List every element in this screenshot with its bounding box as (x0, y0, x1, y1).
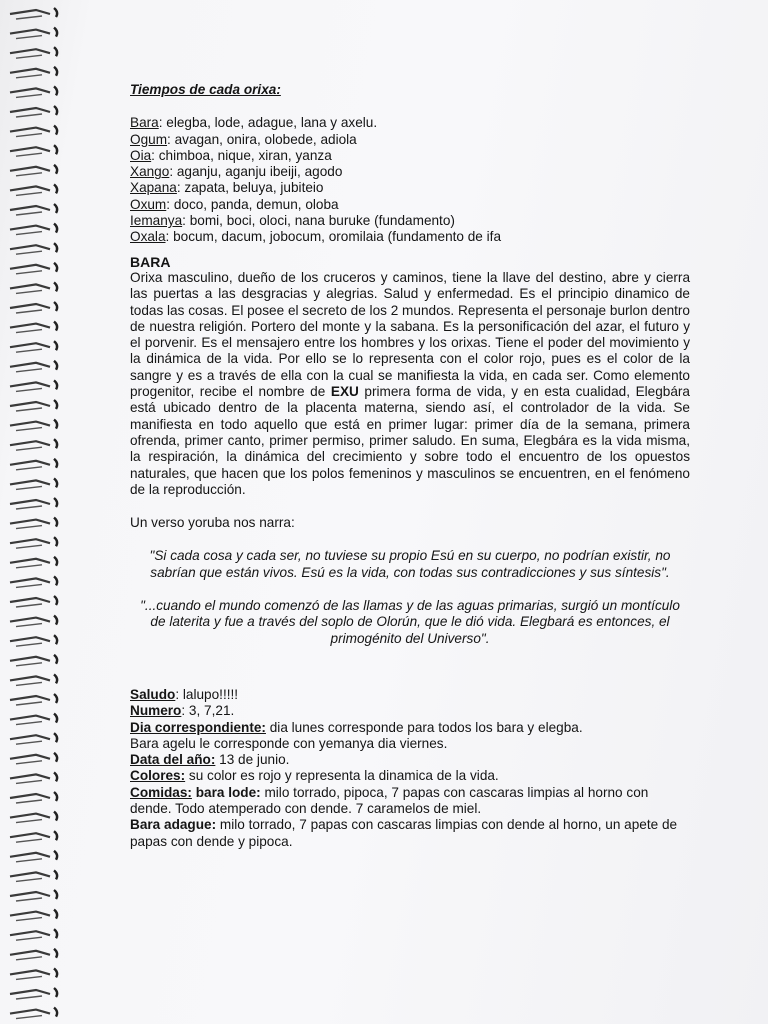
orixa-tiempos: : elegba, lode, adague, lana y axelu. (158, 115, 378, 131)
info-value: : lalupo!!!!! (175, 686, 239, 702)
spiral-coil (10, 86, 57, 97)
spiral-coil (10, 282, 57, 293)
info-label: Bara adague: (130, 817, 217, 833)
orixa-row-xango (130, 164, 690, 180)
spiral-coil (10, 126, 57, 137)
info-label: Comidas: (130, 784, 192, 800)
orixa-list (130, 115, 690, 245)
spiral-coil (10, 439, 57, 450)
spiral-coil (10, 263, 57, 274)
spiral-coil (10, 596, 57, 607)
spiral-binding (6, 0, 68, 1024)
orixa-tiempos: : zapata, beluya, jubiteio (176, 180, 324, 196)
info-value: milo torrado, 7 papas con cascaras limpias con dende al horno, un apete de papas con dende y pipoca. (130, 817, 678, 849)
spiral-coil (10, 714, 57, 725)
spiral-coil (10, 655, 57, 666)
info-value: : 3, 7,21. (181, 703, 235, 719)
spiral-coil (10, 988, 57, 999)
spiral-coil (10, 184, 57, 195)
spiral-coil (10, 498, 57, 509)
page-content (130, 82, 690, 850)
orixa-name: Ogum (130, 131, 168, 147)
orixa-name: Iemanya (130, 213, 183, 229)
spiral-coil (10, 518, 57, 529)
info-label: Numero (130, 703, 182, 719)
spiral-coil (10, 1008, 57, 1019)
orixa-name: Oxala (130, 229, 166, 245)
spiral-coil (10, 243, 57, 254)
spiral-coil (10, 322, 57, 333)
spiral-coil (10, 576, 57, 587)
info-value: dia lunes corresponde para todos los bara y elegba. (265, 719, 583, 735)
orixa-tiempos: : bocum, dacum, jobocum, oromilaia (fundamento de ifa (165, 229, 501, 245)
info-value: milo torrado, pipoca, 7 papas con cascaras limpias al horno con dende. Todo atemperado con dende. 7 caramelos de miel. (130, 784, 649, 816)
info-bara-adague (130, 817, 690, 850)
orixa-row-oia (130, 148, 690, 164)
spiral-coil (10, 204, 57, 215)
orixa-row-xapana (130, 180, 690, 196)
orixa-row-oxum (130, 197, 690, 213)
spiral-coil (10, 910, 57, 921)
spiral-coil (10, 753, 57, 764)
spiral-coil (10, 459, 57, 470)
info-data (130, 752, 690, 768)
info-colores (130, 768, 690, 784)
spiral-coil (10, 47, 57, 58)
spiral-coil (10, 851, 57, 862)
spiral-coil (10, 772, 57, 783)
spiral-coil (10, 67, 57, 78)
orixa-tiempos: : bomi, boci, oloci, nana buruke (fundamento) (182, 213, 455, 229)
orixa-name: Xapana (130, 180, 177, 196)
spiral-coil (10, 968, 57, 979)
info-numero (130, 703, 690, 719)
yoruba-verse-quote-2: "...cuando el mundo comenzó de las llamas y de las aguas primarias, surgió un montículo de laterita y fue a través del soplo de Olorún, que le dió vida. Elegbará es entonces, el primogénito del Universo". (140, 598, 680, 646)
info-label: Colores: (130, 768, 186, 784)
yoruba-verse-quote-1: "Si cada cosa y cada ser, no tuviese su propio Esú en su cuerpo, no podrían existir, no sabrían que están vivos. Esú es la vida, con todas sus contradicciones y sus síntesis". (149, 548, 671, 580)
spiral-coil (10, 635, 57, 646)
info-comidas (130, 785, 690, 818)
section-title-bara: BARA (130, 253, 171, 270)
spiral-coil (10, 733, 57, 744)
bara-text-part-2: primera forma de vida, y en esta cualidad, Elegbára está ubicado dentro de la placenta materna, siendo así, el controlador de la vida. Se manifiesta en todo aquello que está en primer lugar: primer día de la semana, primera ofrenda, primer canto, primer permiso, primer saludo. En suma, Elegbára es la vida misma, la respiración, la dinámica del crecimiento y sobre todo el encuentro de los opuestos naturales, que hacen que los polos femeninos y masculinos se encuentren, en el fenómeno de la reproducción. (130, 384, 690, 497)
bara-text-part-1: Orixa masculino, dueño de los cruceros y caminos, tiene la llave del destino, abre y cierra las puertas a las desgracias y alegrias. Salud y enfermedad. Es el principio dinamico de todas las cosas. El posee el secreto de los 2 mundos. Representa el personaje burlon dentro de nuestra religión. Portero del monte y la sabana. Es la personificación del azar, el futuro y el porvenir. Es el mensajero entre los hombres y los orixas. Tiene el poder del movimiento y la dinámica de la vida. Por ello se lo representa con el color rojo, pues es el color de la sangre y es a través de ella con la cual se manifiesta la vida, en cada ser. Como elemento progenitor, recibe el nombre de (130, 269, 690, 400)
spiral-coil (10, 792, 57, 803)
spiral-coil (10, 694, 57, 705)
spiral-coil (10, 537, 57, 548)
info-dia (130, 720, 690, 736)
info-value: su color es rojo y representa la dinamica de la vida. (185, 768, 499, 784)
spiral-coil (10, 380, 57, 391)
spiral-coil (10, 106, 57, 117)
spiral-coil (10, 812, 57, 823)
orixa-name: Oia (130, 147, 152, 163)
orixa-name: Oxum (130, 196, 167, 212)
page-heading: Tiempos de cada orixa: (130, 82, 281, 97)
orixa-row-iemanya (130, 213, 690, 229)
orixa-row-oxala (130, 229, 690, 245)
info-saludo (130, 687, 690, 703)
spiral-coil (10, 616, 57, 627)
exu-term: EXU (330, 384, 359, 400)
spiral-coil (10, 557, 57, 568)
spiral-coil (10, 420, 57, 431)
spiral-coil (10, 929, 57, 940)
info-value: 13 de junio. (215, 752, 290, 768)
orixa-tiempos: : aganju, aganju ibeiji, agodo (169, 164, 343, 180)
verse-intro: Un verso yoruba nos narra: (130, 515, 295, 531)
spiral-coil (10, 890, 57, 901)
spiral-coil (10, 870, 57, 881)
spiral-coil (10, 341, 57, 352)
spiral-coil (10, 8, 57, 19)
spiral-coil (10, 224, 57, 235)
spiral-coil (10, 302, 57, 313)
spiral-coil (10, 145, 57, 156)
spiral-coil (10, 400, 57, 411)
spiral-coil (10, 361, 57, 372)
info-sublabel: bara lode: (191, 784, 261, 800)
orixa-name: Xango (130, 164, 170, 180)
info-label: Dia correspondiente: (130, 719, 266, 735)
spiral-coil (10, 478, 57, 489)
bara-description (130, 270, 690, 498)
info-label: Data del año: (130, 752, 216, 768)
spiral-coil (10, 674, 57, 685)
orixa-tiempos: : chimboa, nique, xiran, yanza (151, 147, 332, 163)
orixa-row-bara (130, 115, 690, 131)
spiral-coil (10, 28, 57, 39)
orixa-tiempos: : avagan, onira, olobede, adiola (167, 131, 357, 147)
orixa-info-list (130, 687, 690, 850)
spiral-coil (10, 831, 57, 842)
orixa-tiempos: : doco, panda, demun, oloba (166, 196, 339, 212)
orixa-row-ogum (130, 132, 690, 148)
spiral-coil (10, 165, 57, 176)
info-label: Saludo (130, 686, 176, 702)
info-dia-extra: Bara agelu le corresponde con yemanya dia viernes. (130, 735, 448, 751)
spiral-coil (10, 949, 57, 960)
orixa-name: Bara (130, 115, 159, 131)
